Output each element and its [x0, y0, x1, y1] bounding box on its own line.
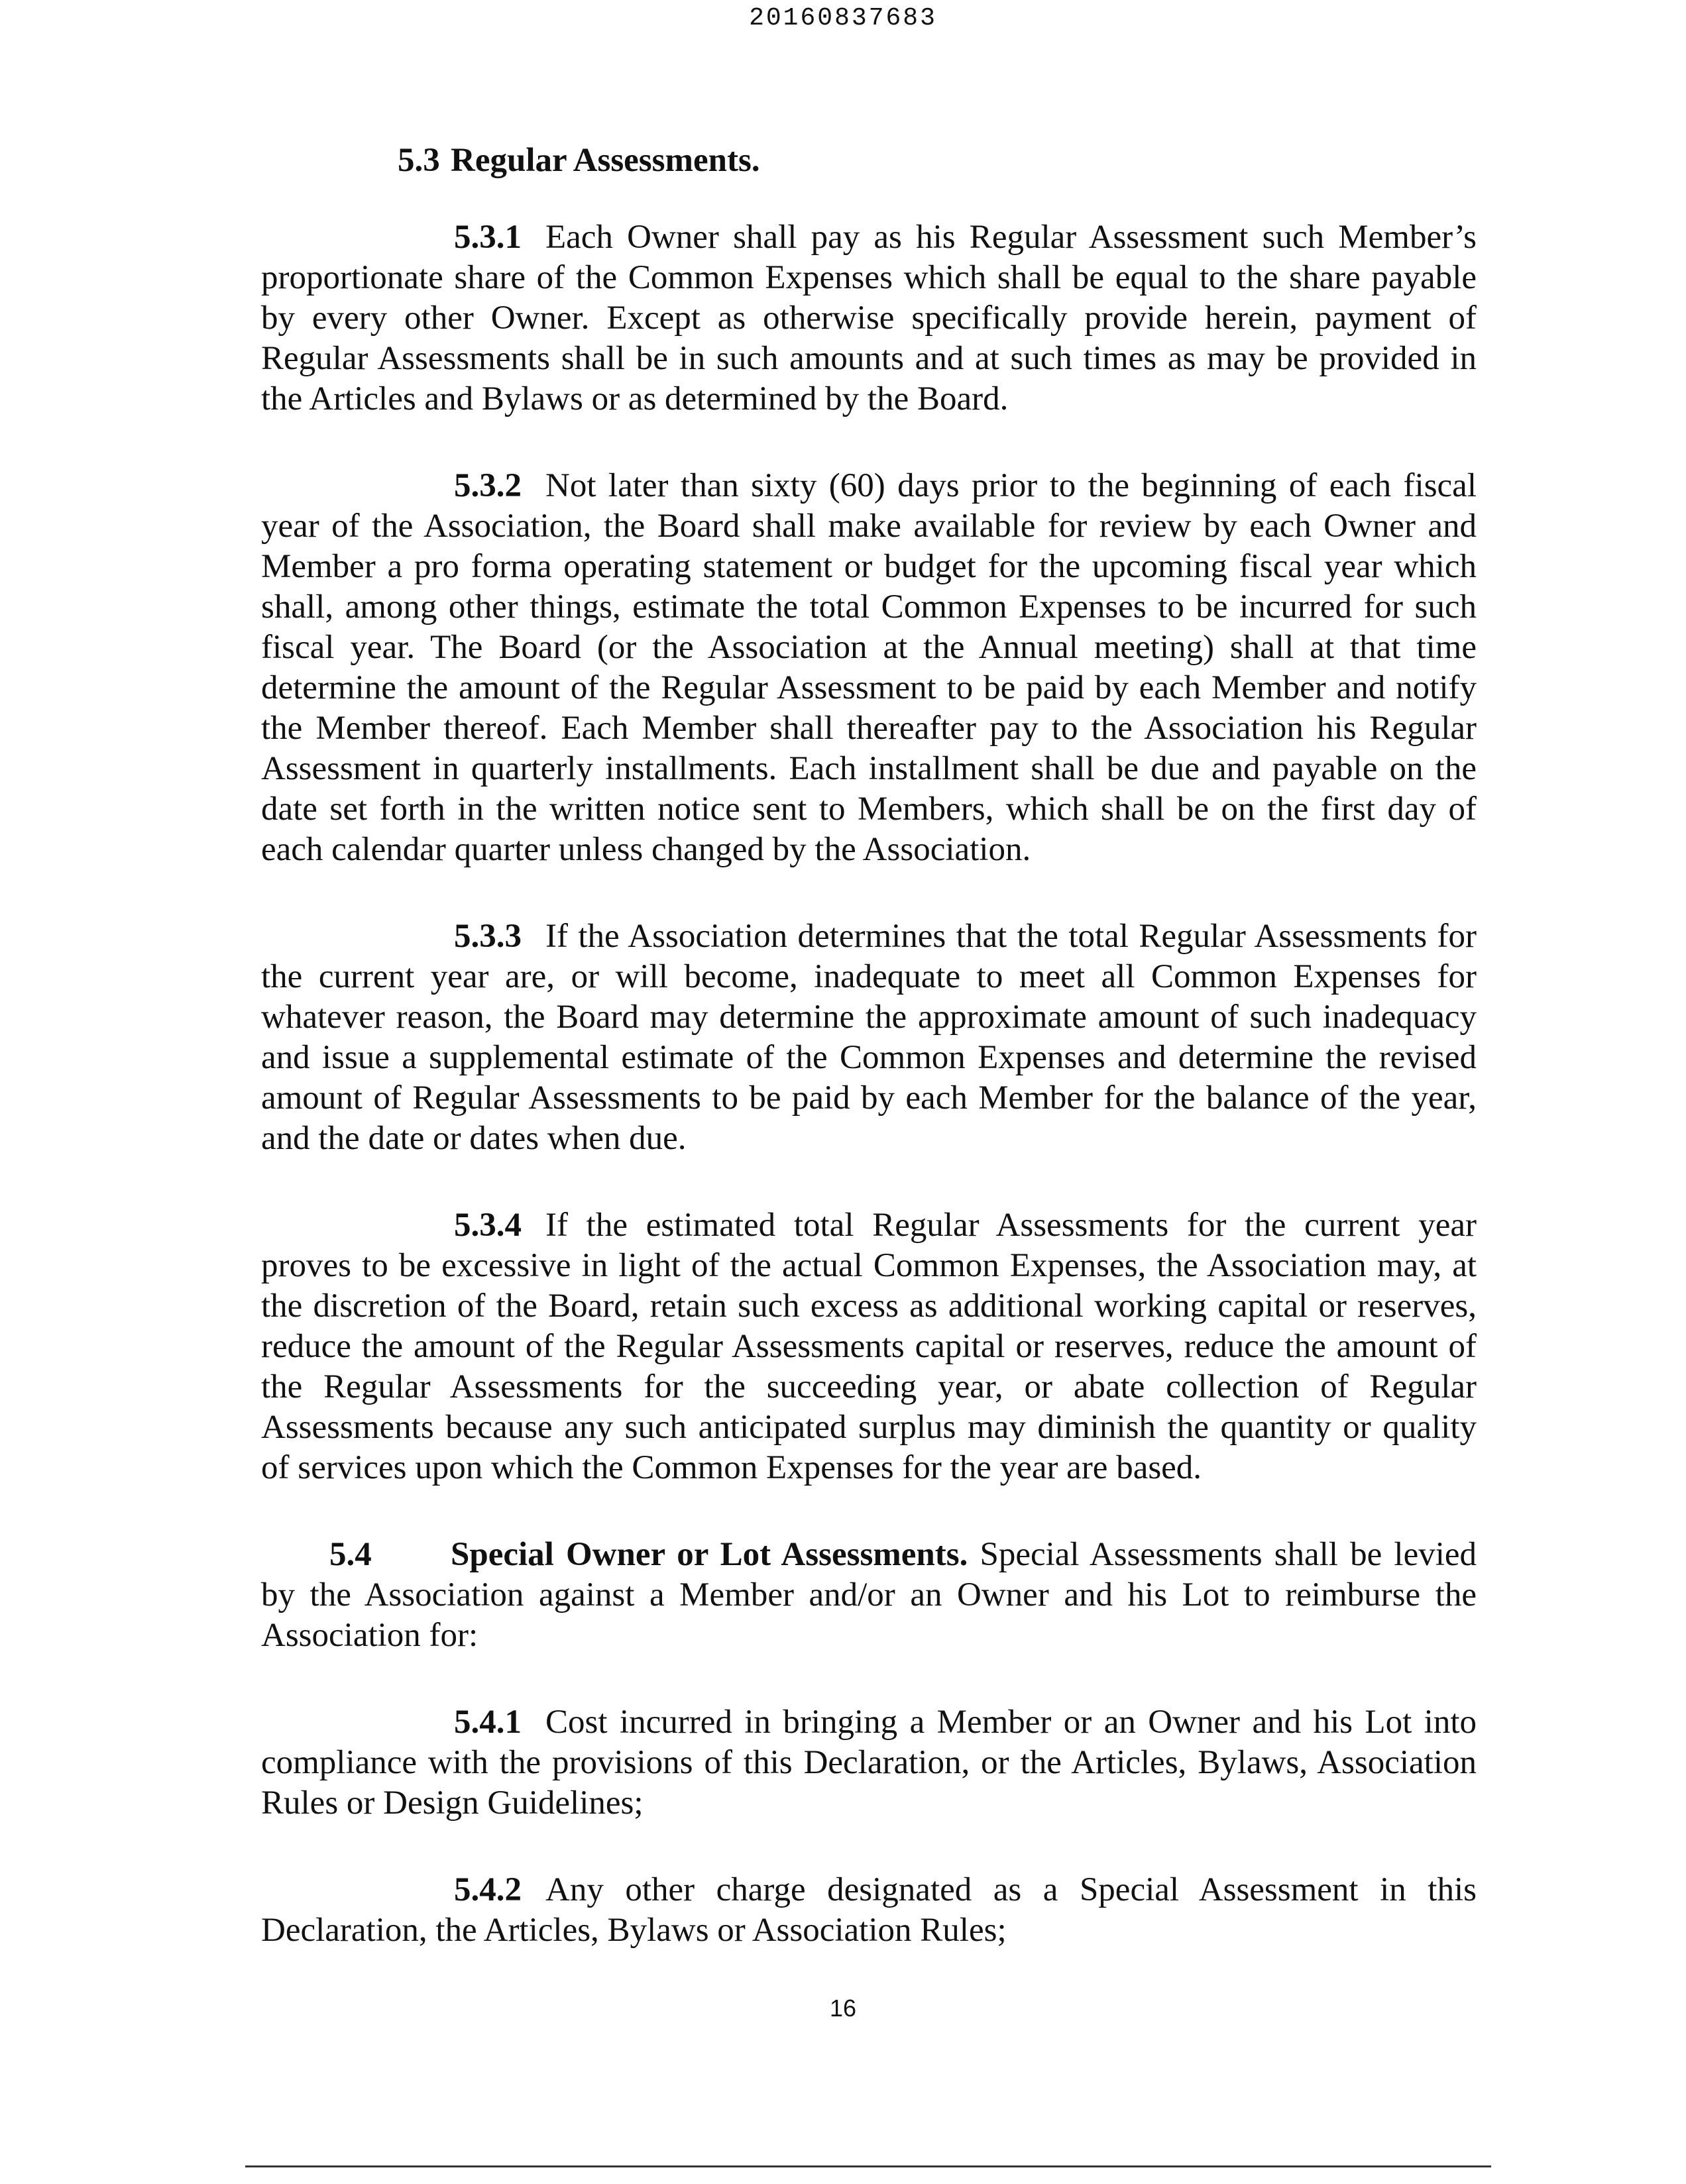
- paragraph-5-4-1: [261, 1702, 1477, 1824]
- paragraph-text: Not later than sixty (60) days prior to the beginning of each fiscal year of the Association, the Board shall make available for review by each Owner and Member a pro forma operating statement or budget for the upcoming fiscal year which shall, among other things, estimate the total Common Expenses to be incurred for such fiscal year. The Board (or the Association at the Annual meeting) shall at that time determine the amount of the Regular Assessment to be paid by each Member and notify the Member thereof. Each Member shall thereafter pay to the Association his Regular Assessment in quarterly installments. Each installment shall be due and payable on the date set forth in the written notice sent to Members, which shall be on the first day of each calendar quarter unless changed by the Association.: [261, 467, 1477, 868]
- paragraph-5-3-1: [261, 217, 1477, 419]
- bottom-divider: [245, 2165, 1491, 2167]
- section-number: 5.3: [398, 142, 440, 179]
- spacer: [261, 1656, 1477, 1702]
- section-title: Regular Assessments.: [451, 142, 760, 179]
- paragraph-number: 5.3.2: [454, 467, 522, 504]
- paragraph-number: 5.4.1: [454, 1704, 522, 1741]
- page-number: 16: [829, 1994, 857, 2022]
- spacer: [261, 1159, 1477, 1205]
- spacer: [261, 181, 1477, 217]
- spacer: [261, 419, 1477, 466]
- section-intro-text: Special Assessments shall be levied by the Association against a Member and/or an Owner and his Lot to reimburse the Association for:: [261, 1536, 1477, 1654]
- paragraph-5-4-2: [261, 1870, 1477, 1951]
- paragraph-text: Cost incurred in bringing a Member or an Owner and his Lot into compliance with the provisions of this Declaration, or the Articles, Bylaws, Association Rules or Design Guidelines;: [261, 1704, 1477, 1822]
- paragraph-text: Each Owner shall pay as his Regular Assessment such Member’s proportionate share of the Common Expenses which shall be equal to the share payable by every other Owner. Except as otherwise specifically provide herein, payment of Regular Assessments shall be in such amounts and at such times as may be provided in the Articles and Bylaws or as determined by the Board.: [261, 219, 1477, 417]
- paragraph-5-3-2: [261, 466, 1477, 870]
- paragraph-text: Any other charge designated as a Special Assessment in this Declaration, the Articles, Bylaws or Association Rules;: [261, 1871, 1477, 1949]
- section-5-3-heading: [261, 140, 1477, 181]
- section-title: Special Owner or Lot Assessments.: [451, 1536, 968, 1573]
- paragraph-text: If the Association determines that the total Regular Assessments for the current year are, or will become, inadequate to meet all Common Expenses for whatever reason, the Board may determine the approximate amount of such inadequacy and issue a supplemental estimate of the Common Expenses and determine the revised amount of Regular Assessments to be paid by each Member for the balance of the year, and the date or dates when due.: [261, 918, 1477, 1157]
- paragraph-number: 5.3.4: [454, 1207, 522, 1244]
- spacer: [261, 1824, 1477, 1870]
- paragraph-5-3-3: [261, 916, 1477, 1159]
- paragraph-number: 5.3.3: [454, 918, 522, 955]
- section-number: 5.4: [329, 1536, 372, 1573]
- paragraph-number: 5.4.2: [454, 1871, 522, 1908]
- paragraph-5-3-4: [261, 1205, 1477, 1488]
- paragraph-number: 5.3.1: [454, 219, 522, 256]
- spacer: [261, 870, 1477, 916]
- document-body: [261, 140, 1477, 1951]
- paragraph-text: If the estimated total Regular Assessments for the current year proves to be excessive in light of the actual Common Expenses, the Association may, at the discretion of the Board, retain such excess as additional working capital or reserves, reduce the amount of the Regular Assessments capital or reserves, reduce the amount of the Regular Assessments for the succeeding year, or abate collection of Regular Assessments because any such anticipated surplus may diminish the quantity or quality of services upon which the Common Expenses for the year are based.: [261, 1207, 1477, 1486]
- section-5-4-intro: [261, 1535, 1477, 1656]
- spacer: [261, 1488, 1477, 1535]
- document-number: 20160837683: [749, 4, 937, 32]
